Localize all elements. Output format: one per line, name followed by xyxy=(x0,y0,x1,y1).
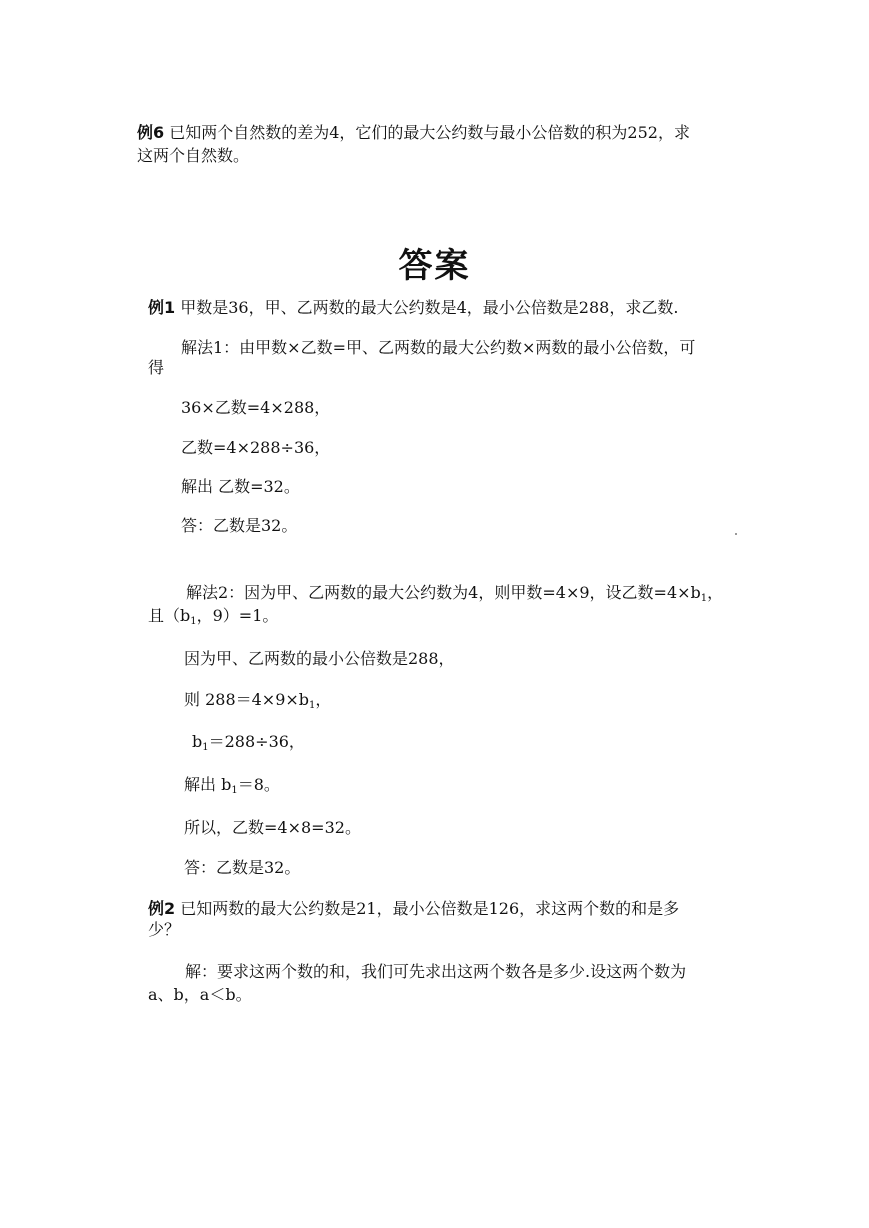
method-2-step-2 xyxy=(184,688,331,717)
method-2-step-1: 因为甲、乙两数的最小公倍数是288， xyxy=(184,649,455,668)
example-1-question xyxy=(148,296,678,319)
method-1-step-1: 36×乙数=4×288， xyxy=(181,398,331,417)
example-1-label: 例1 xyxy=(148,298,176,317)
method-2-line-2-end: ，9）=1。 xyxy=(196,606,279,625)
method-1-step-2: 乙数=4×288÷36， xyxy=(181,438,331,457)
subscript: 1 xyxy=(700,593,708,604)
method-2-line-1-end: ， xyxy=(707,583,724,602)
method-2-step-2-text: 则 288＝4×9×b xyxy=(184,690,310,709)
method-2-step-3 xyxy=(192,730,305,759)
example-1-text: 甲数是36，甲、乙两数的最大公约数是4，最小公倍数是288，求乙数. xyxy=(180,298,679,317)
example-6-text: 已知两个自然数的差为4，它们的最大公约数与最小公倍数的积为252，求 xyxy=(169,123,690,142)
example-2-solution-line-1: 解：要求这两个数的和，我们可先求出这两个数各是多少.设这两个数为 xyxy=(185,962,687,981)
method-2-step-5: 所以，乙数=4×8=32。 xyxy=(184,818,361,837)
example-6-line-1 xyxy=(137,121,690,144)
answer-heading: 答案 xyxy=(398,246,471,286)
method-2-line-1-text: 解法2：因为甲、乙两数的最大公约数为4，则甲数=4×9，设乙数=4×b xyxy=(186,583,701,602)
method-2-line-2 xyxy=(148,604,278,633)
method-2-step-4-text: 解出 b xyxy=(184,775,232,794)
method-2-line-2-text: 且（b xyxy=(148,606,191,625)
subscript: 1 xyxy=(231,785,238,796)
example-6-line-2: 这两个自然数。 xyxy=(137,146,250,165)
method-2-step-4 xyxy=(184,773,280,802)
example-2-solution-line-2: a、b，a＜b。 xyxy=(148,985,252,1004)
method-2-step-6: 答：乙数是32。 xyxy=(184,858,301,877)
subscript: 1 xyxy=(202,742,209,753)
stray-mark xyxy=(735,533,737,535)
method-2-step-2-end: ， xyxy=(315,690,332,709)
method-2-step-3-text: b xyxy=(192,732,203,751)
method-2-step-4-end: ＝8。 xyxy=(237,775,280,794)
method-1-step-4: 答：乙数是32。 xyxy=(181,516,298,535)
method-1-step-3: 解出 乙数=32。 xyxy=(181,477,300,496)
example-2-label: 例2 xyxy=(148,899,176,918)
method-1-line-1: 解法1：由甲数×乙数=甲、乙两数的最大公约数×两数的最小公倍数，可 xyxy=(181,338,696,357)
subscript: 1 xyxy=(309,700,316,711)
method-2-step-3-end: ＝288÷36， xyxy=(208,732,305,751)
example-2-line-1 xyxy=(148,897,679,920)
method-1-line-2: 得 xyxy=(148,358,165,377)
example-2-text: 已知两数的最大公约数是21，最小公倍数是126，求这两个数的和是多 xyxy=(180,899,680,918)
example-6-label: 例6 xyxy=(137,123,165,142)
subscript: 1 xyxy=(190,616,197,627)
example-2-line-2: 少？ xyxy=(148,920,181,939)
